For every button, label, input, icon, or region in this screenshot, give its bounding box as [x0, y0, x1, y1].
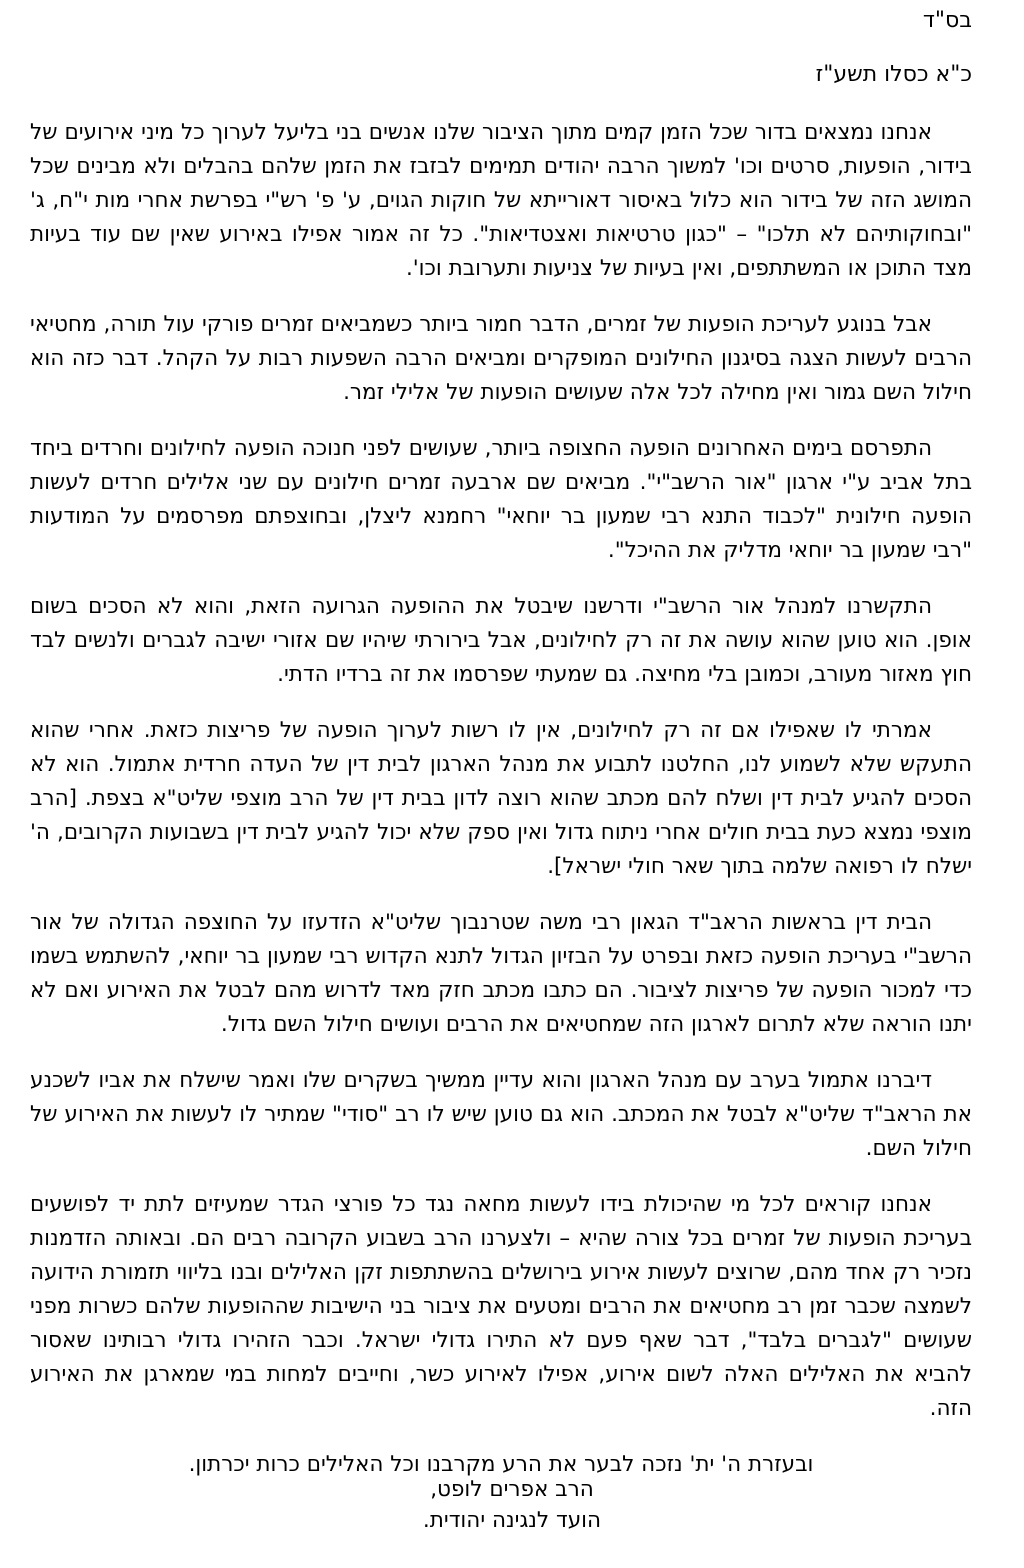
paragraph-text: אבל בנוגע לעריכת הופעות של זמרים, הדבר חמור ביותר כשמביאים זמרים פורקי עול תורה, מחטיאי הרבים לעשות הצגה בסיגנון החילונים המופקרים ומביאים הרבה השפעות רבות על הקהל. דבר כזה הוא חילול השם גמור ואין מחילה לכל אלה שעושים הופעות של אלילי זמר. — [30, 312, 972, 405]
signature-organization: הועד לנגינה יהודית. — [422, 1508, 602, 1533]
closing-line: ובעזרת ה' ית' נזכה לבער את הרע מקרבנו וכל האלילים כרות יכרתון. — [188, 1452, 814, 1477]
date-line: כ"א כסלו תשע"ז — [815, 62, 972, 87]
paragraph-text: אנחנו נמצאים בדור שכל הזמן קמים מתוך הציבור שלנו אנשים בני בליעל לערוך כל מיני אירועים של בידור, הופעות, סרטים וכו' למשוך הרבה יהודים תמימים לבזבז את הזמן שלהם בהבלים ולא מבינים שכל המושג הזה של בידור הוא כלול באיסור דאורייתא של חוקות הגוים, ע' פ' רש"י בפרשת אחרי מות י"ח, ג' "ובחוקותיהם לא תלכו" – "כגון טרטיאות ואצטדיאות". כל זה אמור אפילו באירוע שאין שם עוד בעיות מצד התוכן או המשתתפים, ואין בעיות של צניעות ותערובת וכו'. — [30, 120, 972, 281]
paragraph-text: דיברנו אתמול בערב עם מנהל הארגון והוא עדיין ממשיך בשקרים שלו ואמר שישלח את אביו לשכנע את הראב"ד שליט"א לבטל את המכתב. הוא גם טוען שיש לו רב "סודי" שמתיר לו לעשות את האירוע של חילול השם. — [30, 1068, 972, 1161]
paragraph-8 — [30, 1188, 972, 1426]
paragraph-1 — [30, 116, 972, 286]
bsd-header: בס"ד — [922, 8, 972, 33]
paragraph-text: אמרתי לו שאפילו אם זה רק לחילונים, אין לו רשות לערוך הופעה של פריצות כזאת. אחרי שהוא התעקש שלא לשמוע לנו, החלטנו לתבוע את מנהל הארגון לבית דין של העדה חרדית אתמול. הוא לא הסכים להגיע לבית דין ושלח להם מכתב שהוא רוצה לדון בבית דין של הרב מוצפי שליט"א בצפת. [הרב מוצפי נמצא כעת בבית חולים אחרי ניתוח גדול ואין ספק שלא יכול להגיע לבית דין בשבועות הקרובים, ה' ישלח לו רפואה שלמה בתוך שאר חולי ישראל]. — [30, 718, 972, 879]
paragraph-2 — [30, 308, 972, 410]
paragraph-4 — [30, 590, 972, 692]
paragraph-3 — [30, 432, 972, 568]
paragraph-text: הבית דין בראשות הראב"ד הגאון רבי משה שטרנבוך שליט"א הזדעזו על החוצפה הגדולה של אור הרשב"י בעריכת הופעה כזאת ובפרט על הבזיון הגדול לתנא הקדוש רבי שמעון בר יוחאי, להשתמש בשמו כדי למכור הופעה של פריצות לציבור. הם כתבו מכתב חזק מאד לדרוש מהם לבטל את האירוע ואם לא יתנו הוראה שלא לתרום לארגון הזה שמחטיאים את הרבים ועושים חילול השם גדול. — [30, 910, 972, 1037]
paragraph-text: אנחנו קוראים לכל מי שהיכולת בידו לעשות מחאה נגד כל פורצי הגדר שמעיזים לתת יד לפושעים בעריכת הופעות של זמרים בכל צורה שהיא – ולצערנו הרב בשבוע הקרובה רבים הם. ובאותה הזדמנות נזכיר רק אחד מהם, שרוצים לעשות אירוע בירושלים בהשתתפות זקן האלילים ובנו בליווי תזמורת הידועה לשמצה שכבר זמן רב מחטיאים את הרבים ומטעים את ציבור בני הישיבות שההופעות שלהם כשרות מפני שעושים "לגברים בלבד", דבר שאף פעם לא התירו גדולי ישראל. וכבר הזהירו גדולי רבותינו שאסור להביא את האלילים האלה לשום אירוע, אפילו לאירוע כשר, וחייבים למחות במי שמארגן את האירוע הזה. — [30, 1192, 972, 1421]
paragraph-6 — [30, 906, 972, 1042]
paragraph-text: התקשרנו למנהל אור הרשב"י ודרשנו שיבטל את ההופעה הגרועה הזאת, והוא לא הסכים בשום אופן. הוא טוען שהוא עושה את זה רק לחילונים, אבל בירורתי שיהיו שם אזורי ישיבה לגברים ולנשים לבד חוץ מאזור מעורב, וכמובן בלי מחיצה. גם שמעתי שפרסמו את זה ברדיו הדתי. — [30, 594, 972, 687]
letter-document — [30, 6, 972, 1500]
paragraph-7 — [30, 1064, 972, 1166]
signature-block — [0, 1474, 1024, 1536]
signature-name: הרב אפרים לופט, — [430, 1477, 594, 1502]
paragraph-5 — [30, 714, 972, 884]
paragraph-text: התפרסם בימים האחרונים הופעה החצופה ביותר, שעושים לפני חנוכה הופעה לחילונים וחרדים ביחד בתל אביב ע"י ארגון "אור הרשב"י". מביאים שם ארבעה זמרים חילונים עם שני אלילים חרדים לעשות הופעה חילונית "לכבוד התנא רבי שמעון בר יוחאי" רחמנא ליצלן, ובחוצפתם מפרסמים על המודעות "רבי שמעון בר יוחאי מדליק את ההיכל". — [30, 436, 972, 563]
